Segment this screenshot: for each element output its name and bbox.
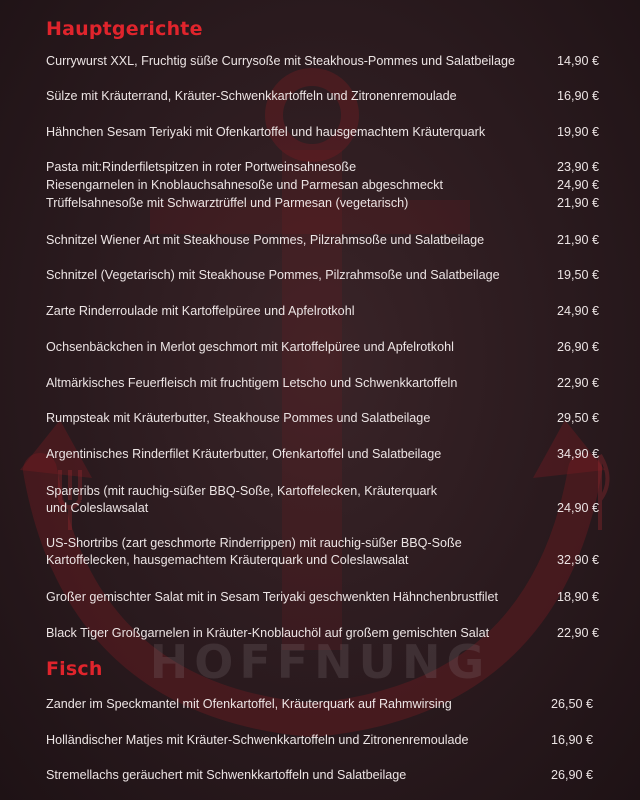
item-price: 26,90 € [556,340,599,354]
item-description: Black Tiger Großgarnelen in Kräuter-Knoblauchöl auf großem gemischten Salat [46,626,490,640]
item-description: Schnitzel Wiener Art mit Steakhouse Pommes, Pilzrahmsoße und Salatbeilage [46,233,485,247]
item-description: Kartoffelecken, hausgemachtem Kräuterquark und Coleslawsalat [46,553,409,567]
item-price: 34,90 € [556,447,599,461]
item-price: 24,90 € [556,178,599,192]
section-title-fisch: Fisch [46,658,103,680]
item-description: Holländischer Matjes mit Kräuter-Schwenkkartoffeln und Zitronenremoulade [46,733,469,747]
item-description: Ochsenbäckchen in Merlot geschmort mit Kartoffelpüree und Apfelrotkohl [46,340,454,354]
item-description: Riesengarnelen in Knoblauchsahnesoße und Parmesan abgeschmeckt [46,178,443,192]
section-title-hauptgerichte: Hauptgerichte [46,18,203,40]
item-description: Stremellachs geräuchert mit Schwenkkartoffeln und Salatbeilage [46,768,407,782]
item-price: 22,90 € [556,376,599,390]
item-price: 26,50 € [550,697,593,711]
item-price: 32,90 € [556,553,599,567]
item-description: Pasta mit:Rinderfiletspitzen in roter Portweinsahnesoße [46,160,357,174]
item-description: Argentinisches Rinderfilet Kräuterbutter, Ofenkartoffel und Salatbeilage [46,447,442,461]
watermark-text: HOFFNUNG [149,635,491,689]
item-price: 16,90 € [556,89,599,103]
item-description: Zander im Speckmantel mit Ofenkartoffel, Kräuterquark auf Rahmwirsing [46,697,452,711]
knife-icon [600,455,608,530]
item-price: 19,50 € [556,268,599,282]
item-description: Sülze mit Kräuterrand, Kräuter-Schwenkkartoffeln und Zitronenremoulade [46,89,457,103]
item-description: und Coleslawsalat [46,501,149,515]
item-description: Großer gemischter Salat mit in Sesam Teriyaki geschwenkten Hähnchenbrustfilet [46,590,498,604]
item-description: Zarte Rinderroulade mit Kartoffelpüree und Apfelrotkohl [46,304,355,318]
item-description: Hähnchen Sesam Teriyaki mit Ofenkartoffel und hausgemachtem Kräuterquark [46,125,486,139]
item-price: 24,90 € [556,501,599,515]
item-price: 24,90 € [556,304,599,318]
item-price: 19,90 € [556,125,599,139]
item-price: 23,90 € [556,160,599,174]
item-description: Altmärkisches Feuerfleisch mit fruchtigem Letscho und Schwenkkartoffeln [46,376,458,390]
item-description: Trüffelsahnesoße mit Schwarztrüffel und Parmesan (vegetarisch) [46,196,409,210]
item-description: Schnitzel (Vegetarisch) mit Steakhouse Pommes, Pilzrahmsoße und Salatbeilage [46,268,500,282]
item-description: US-Shortribs (zart geschmorte Rinderrippen) mit rauchig-süßer BBQ-Soße [46,536,462,550]
item-price: 21,90 € [556,233,599,247]
item-description: Rumpsteak mit Kräuterbutter, Steakhouse Pommes und Salatbeilage [46,411,431,425]
item-price: 18,90 € [556,590,599,604]
item-price: 26,90 € [550,768,593,782]
item-price: 22,90 € [556,626,599,640]
item-description: Currywurst XXL, Fruchtig süße Currysoße mit Steakhous-Pommes und Salatbeilage [46,54,515,68]
item-price: 29,50 € [556,411,599,425]
item-description: Spareribs (mit rauchig-süßer BBQ-Soße, Kartoffelecken, Kräuterquark [46,484,438,498]
item-price: 14,90 € [556,54,599,68]
item-price: 16,90 € [550,733,593,747]
item-price: 21,90 € [556,196,599,210]
